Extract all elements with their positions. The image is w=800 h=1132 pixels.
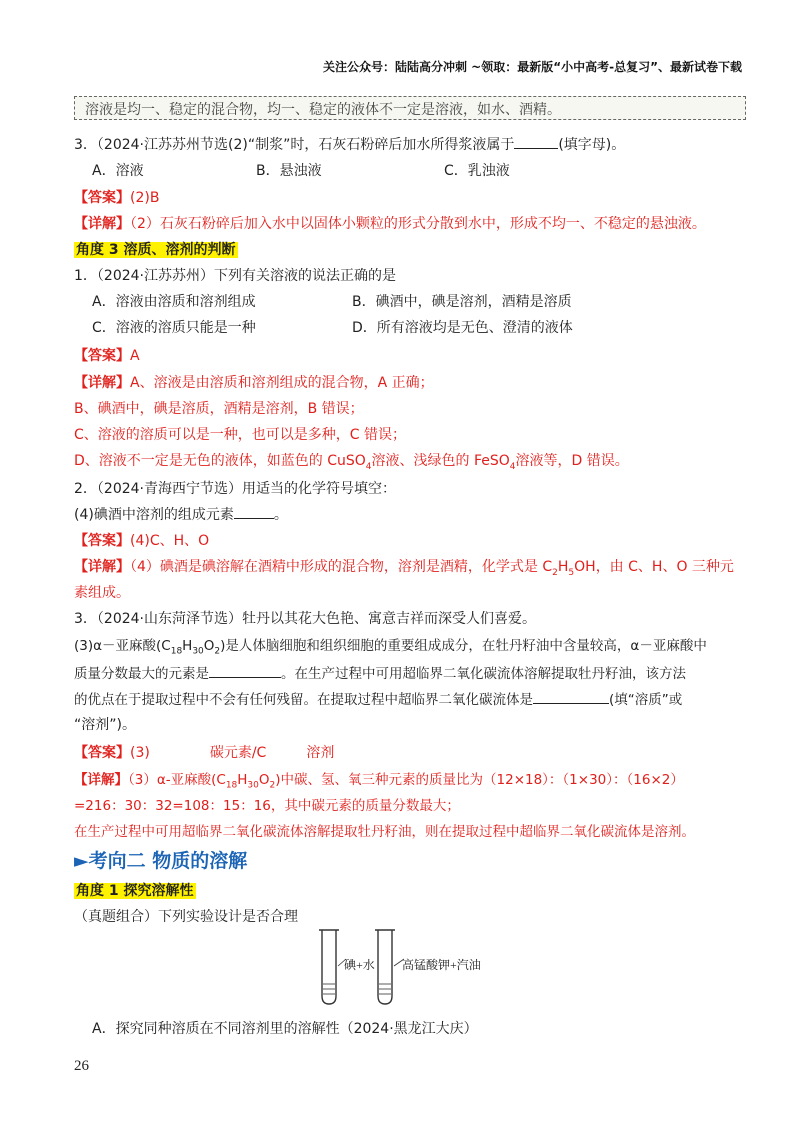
q3b-detail-2: =216：30：32=108：15：16，其中碳元素的质量分数最大； <box>74 798 460 814</box>
q1-detail-2: B、碘酒中，碘是溶质，酒精是溶剂，B 错误； <box>74 401 364 417</box>
tube-2-label: 高锰酸钾+汽油 <box>402 958 481 972</box>
q1-detail-1: 【详解】A、溶液是由溶质和溶剂组成的混合物，A 正确； <box>74 375 434 391</box>
section-title: ►考向二 物质的溶解 <box>74 850 248 872</box>
tip-text: 溶液是均一、稳定的混合物，均一、稳定的液体不一定是溶液，如水、酒精。 <box>85 102 561 118</box>
q2-answer: 【答案】(4)C、H、O <box>74 533 210 549</box>
q2-sub: (4)碘酒中溶剂的组成元素 。 <box>74 504 288 524</box>
q3b-stem: 3．（2024·山东菏泽节选）牡丹以其花大色艳、寓意吉祥而深受人们喜爱。 <box>74 611 536 627</box>
q3b-line-4: “溶剂”)。 <box>74 717 136 733</box>
q1-option-d: D．所有溶液均是无色、澄清的液体 <box>352 320 573 336</box>
q3a-option-b: B．悬浊液 <box>256 163 322 179</box>
q3a-option-a: A．溶液 <box>92 163 144 179</box>
q1-answer: 【答案】A <box>74 348 140 364</box>
tip-box <box>74 96 746 120</box>
q3b-detail-3: 在生产过程中可用超临界二氧化碳流体溶解提取牡丹籽油，则在提取过程中超临界二氧化碳流体是溶剂。 <box>74 824 695 840</box>
q-last-stem: （真题组合）下列实验设计是否合理 <box>74 909 298 925</box>
q3a-option-c: C．乳浊液 <box>444 163 510 179</box>
test-tube-2-icon <box>375 930 404 1004</box>
q2-detail-1: 【详解】（4）碘酒是碘溶解在酒精中形成的混合物，溶剂是酒精，化学式是 $C_2H_5OH$，由 C、H、O 三种元 <box>74 559 734 578</box>
q1-option-b: B．碘酒中，碘是溶剂，酒精是溶质 <box>352 294 572 310</box>
page-header: 关注公众号：陆陆高分冲刺 ~领取：最新版“小中高考-总复习”、最新试卷下载 <box>323 60 742 74</box>
q-last-option-a: A．探究同种溶质在不同溶剂里的溶解性（2024·黑龙江大庆） <box>92 1021 478 1037</box>
q3b-line-2: 质量分数最大的元素是 。在生产过程中可用超临界二氧化碳流体溶解提取牡丹籽油，该方法 <box>74 662 686 682</box>
test-tube-1-icon <box>319 930 346 1004</box>
q2-stem: 2．（2024·青海西宁节选）用适当的化学符号填空： <box>74 481 396 497</box>
q1-detail-4: D、溶液不一定是无色的液体，如蓝色的 CuSO$_4$溶液、浅绿色的 FeSO$_4$溶液等，D 错误。 <box>74 453 629 472</box>
q3a-stem: 3．（2024·江苏苏州节选(2)“制浆”时，石灰石粉碎后加水所得浆液属于 (填字母)。 <box>74 134 625 154</box>
q1-detail-3: C、溶液的溶质可以是一种，也可以是多种，C 错误； <box>74 427 406 443</box>
q3b-answer: 【答案】(3) 碳元素/C 溶剂 <box>74 745 335 761</box>
q1-option-c: C．溶液的溶质只能是一种 <box>92 320 256 336</box>
page-number: 26 <box>74 1058 89 1074</box>
angle1-heading: 角度 1 探究溶解性 <box>76 883 194 899</box>
q3b-detail-1: 【详解】（3）α-亚麻酸$(C_{18}H_{30}O_2)$中碳、氢、氧三种元素的质量比为（12×18）：（1×30）：（16×2） <box>74 772 684 791</box>
q1-option-a: A．溶液由溶质和溶剂组成 <box>92 294 256 310</box>
angle3-heading: 角度 3 溶质、溶剂的判断 <box>76 242 236 258</box>
q3a-detail: 【详解】（2）石灰石粉碎后加入水中以固体小颗粒的形式分散到水中，形成不均一、不稳定的悬浊液。 <box>74 216 706 232</box>
q3a-answer: 【答案】(2)B <box>74 190 160 206</box>
q3b-line-3: 的优点在于提取过程中不会有任何残留。在提取过程中超临界二氧化碳流体是 (填“溶质”或 <box>74 688 682 708</box>
q1-stem: 1．（2024·江苏苏州）下列有关溶液的说法正确的是 <box>74 268 396 284</box>
tube-1-label: 碘+水 <box>344 958 375 972</box>
q3b-line-1: (3)α－亚麻酸$(C_{18}H_{30}O_2)$是人体脑细胞和组织细胞的重要组成成分，在牡丹籽油中含量较高，α－亚麻酸中 <box>74 638 707 657</box>
q2-detail-2: 素组成。 <box>74 585 130 601</box>
